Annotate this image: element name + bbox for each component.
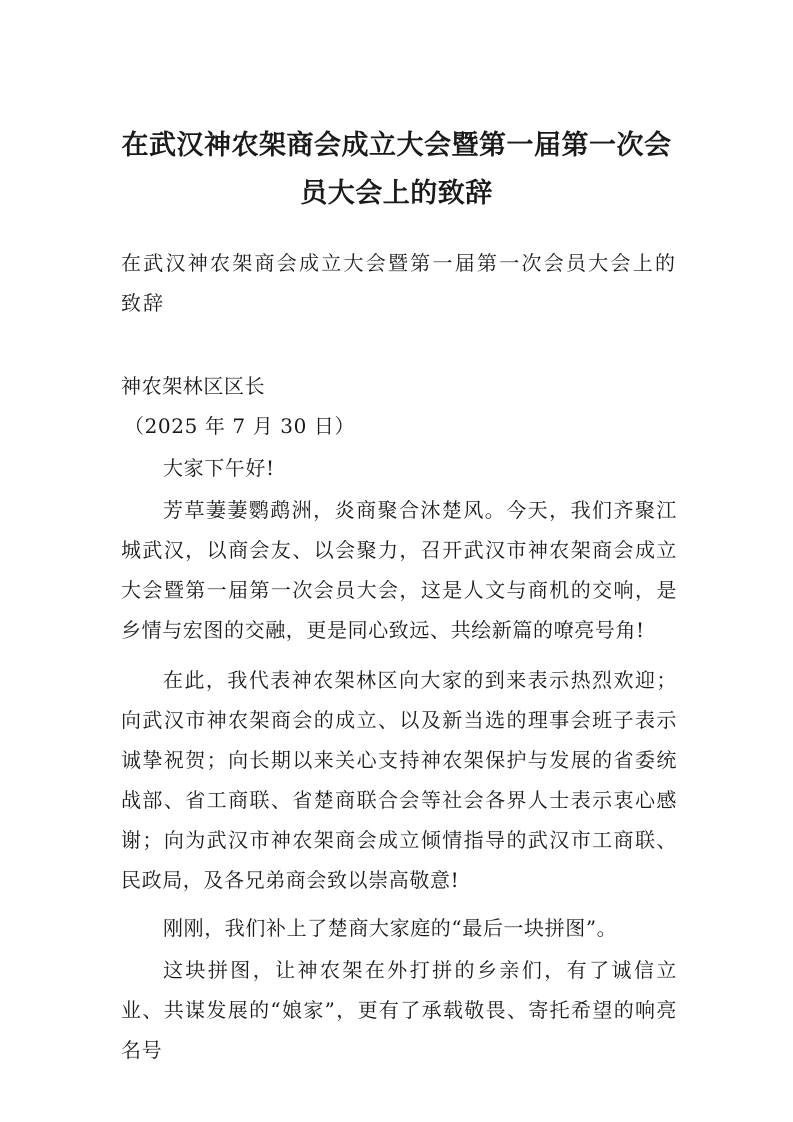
author-line: 神农架林区区长 <box>121 374 266 398</box>
date-line: （2025 年 7 月 30 日） <box>124 414 356 438</box>
paragraph-puzzle: 刚刚，我们补上了楚商大家庭的“最后一块拼图”。 <box>163 916 618 940</box>
paragraph-greeting: 大家下午好! <box>163 456 275 480</box>
paragraph-home: 这块拼图，让神农架在外打拼的乡亲们，有了诚信立业、共谋发展的“娘家”，更有了承载敬畏、寄托希望的响亮名号 <box>121 958 677 1062</box>
paragraph-thanks: 在此，我代表神农架林区向大家的到来表示热烈欢迎；向武汉市神农架商会的成立、以及新当选的理事会班子表示诚挚祝贺；向长期以来关心支持神农架保护与发展的省委统战部、省工商联、省楚商联合会等社会各界人士表示衷心感谢；向为武汉市神农架商会成立倾情指导的武汉市工商联、民政局，及各兄弟商会致以崇高敬意! <box>121 668 677 892</box>
document-title: 在武汉神农架商会成立大会暨第一届第一次会员大会上的致辞 <box>121 130 672 209</box>
paragraph-opening: 芳草萋萋鹦鹉洲，炎商聚合沐楚风。今天，我们齐聚江城武汉，以商会友、以会聚力，召开武汉市神农架商会成立大会暨第一届第一次会员大会，这是人文与商机的交响，是乡情与宏图的交融，更是同心致远、共绘新篇的嘹亮号角! <box>121 498 677 642</box>
document-subtitle: 在武汉神农架商会成立大会暨第一届第一次会员大会上的致辞 <box>121 251 677 315</box>
